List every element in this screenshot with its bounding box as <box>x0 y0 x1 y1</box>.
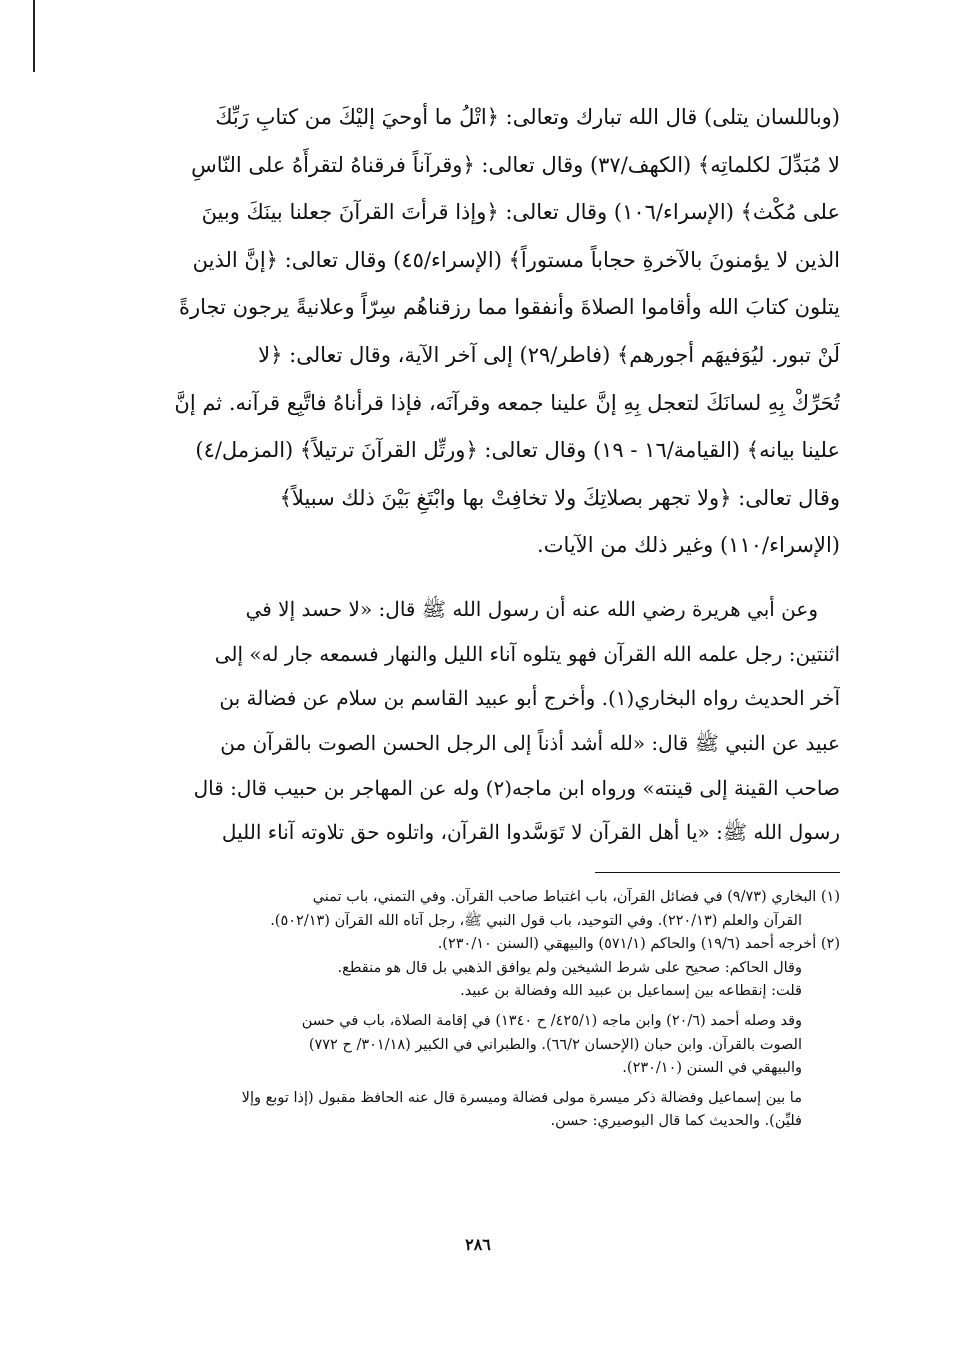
text-line: يتلون كتابَ الله وأقاموا الصلاةَ وأنفقوا مما رزقناهُم سِرّاً وعلانيةً يرجون تجارةً <box>178 295 840 320</box>
page-number: ٢٨٦ <box>465 1235 491 1254</box>
footnote-2-note <box>118 1087 840 1134</box>
text-line: تُحَرِّكْ بِهِ لسانَكَ لتعجل بِهِ إنَّ علينا جمعه وقرآنَه، فإذا قرأناهُ فاتَّبِع قرآنه. ثم إنَّ <box>174 390 840 415</box>
binding-margin-line <box>33 0 35 72</box>
footnote-2-continued <box>118 1010 840 1081</box>
page-body <box>118 94 840 855</box>
text-line: عبيد عن النبي ﷺ قال: «لله أشد أذناً إلى الرجل الحسن الصوت بالقرآن من <box>220 731 840 755</box>
footnote-line: (٢) أخرجه أحمد (١٩/٦) والحاكم (٥٧١/١) والبيهقي (السنن ٢٣٠/١٠). <box>437 936 840 953</box>
footnote-1 <box>118 886 840 933</box>
footnote-line: ما بين إسماعيل وفضالة ذكر ميسرة مولى فضالة وميسرة قال عنه الحافظ مقبول (إذا توبع وإلا <box>241 1089 802 1106</box>
text-line: وقال تعالى: ﴿ولا تجهر بصلاتِكَ ولا تخافِتْ بها وابْتَغِ بَيْنَ ذلك سبيلاً﴾ <box>279 485 840 510</box>
hadith-paragraph <box>118 587 840 855</box>
footnotes <box>118 886 840 1134</box>
text-line: الذين لا يؤمنونَ بالآخرةِ حجاباً مستوراً﴾ (الإسراء/٤٥) وقال تعالى: ﴿إنَّ الذين <box>192 247 840 272</box>
text-line: (وباللسان يتلى) قال الله تبارك وتعالى: ﴿اتْلُ ما أوحيَ إليْكَ من كتابِ رَبِّكَ <box>215 105 840 129</box>
footnote-line: (١) البخاري (٩/٧٣) في فضائل القرآن، باب اغتباط صاحب القرآن. وفي التمني، باب تمني <box>312 889 840 905</box>
text-line: صاحب القينة إلى قينته» ورواه ابن ماجه(٢) وله عن المهاجر بن حبيب قال: قال <box>193 775 840 800</box>
text-line: لا مُبَدِّلَ لكلماتِه﴾ (الكهف/٣٧) وقال تعالى: ﴿وقرآناً فرقناهُ لتقرأَهُ على النّاسِ <box>191 152 840 177</box>
text-line: على مُكْث﴾ (الإسراء/١٠٦) وقال تعالى: ﴿وإذا قرأتَ القرآنَ جعلنا بينَكَ وبينَ <box>201 200 840 225</box>
text-line: رسول الله ﷺ: «يا أهل القرآن لا تَوَسَّدوا القرآن، واتلوه حق تلاوته آناء الليل <box>221 820 840 845</box>
footnote-line: وقد وصله أحمد (٢٠/٦) وابن ماجه (٤٢٥/١/ ح ١٣٤٠) في إقامة الصلاة، باب في حسن <box>301 1012 802 1029</box>
main-paragraph <box>118 94 840 570</box>
text-line: لَنْ تبور. ليُوَفيهَم أجورهم﴾ (فاطر/٢٩) إلى آخر الآية، وقال تعالى: ﴿لا <box>258 342 840 367</box>
footnote-line: الصوت بالقرآن. وابن حبان (الإحسان ٦٦/٢). والطبراني في الكبير (٣٠١/١٨/ ح ٧٧٢) <box>308 1036 802 1053</box>
text-line: وعن أبي هريرة رضي الله عنه أن رسول الله ﷺ قال: «لا حسد إلا في <box>245 596 818 621</box>
footnote-line: والبيهقي في السنن (٢٣٠/١٠). <box>622 1060 802 1077</box>
footnote-line: فليِّن). والحديث كما قال البوصيري: حسن. <box>550 1113 802 1130</box>
footnote-line: القرآن والعلم (٢٢٠/١٣). وفي التوحيد، باب قول النبي ﷺ، رجل آتاه الله القرآن (٥٠٢/١٣). <box>270 912 802 929</box>
text-line: اثنتين: رجل علمه الله القرآن فهو يتلوه آناء الليل والنهار فسمعه جار له» إلى <box>214 641 840 666</box>
text-line: (الإسراء/١١٠) وغير ذلك من الآيات. <box>537 533 840 558</box>
footnote-separator <box>595 872 840 873</box>
text-line: علينا بيانه﴾ (القيامة/١٦ - ١٩) وقال تعالى: ﴿ورتِّل القرآنَ ترتيلاً﴾ (المزمل/٤) <box>195 438 840 463</box>
footnote-line: قلت: إنقطاعه بين إسماعيل بن عبيد الله وفضالة بن عبيد. <box>460 983 802 1000</box>
footnote-line: وقال الحاكم: صحيح على شرط الشيخين ولم يوافق الذهبي بل قال هو منقطع. <box>337 959 802 976</box>
text-line: آخر الحديث رواه البخاري(١). وأخرج أبو عبيد القاسم بن سلام عن فضالة بن <box>219 686 840 711</box>
footnote-2 <box>118 933 840 1004</box>
